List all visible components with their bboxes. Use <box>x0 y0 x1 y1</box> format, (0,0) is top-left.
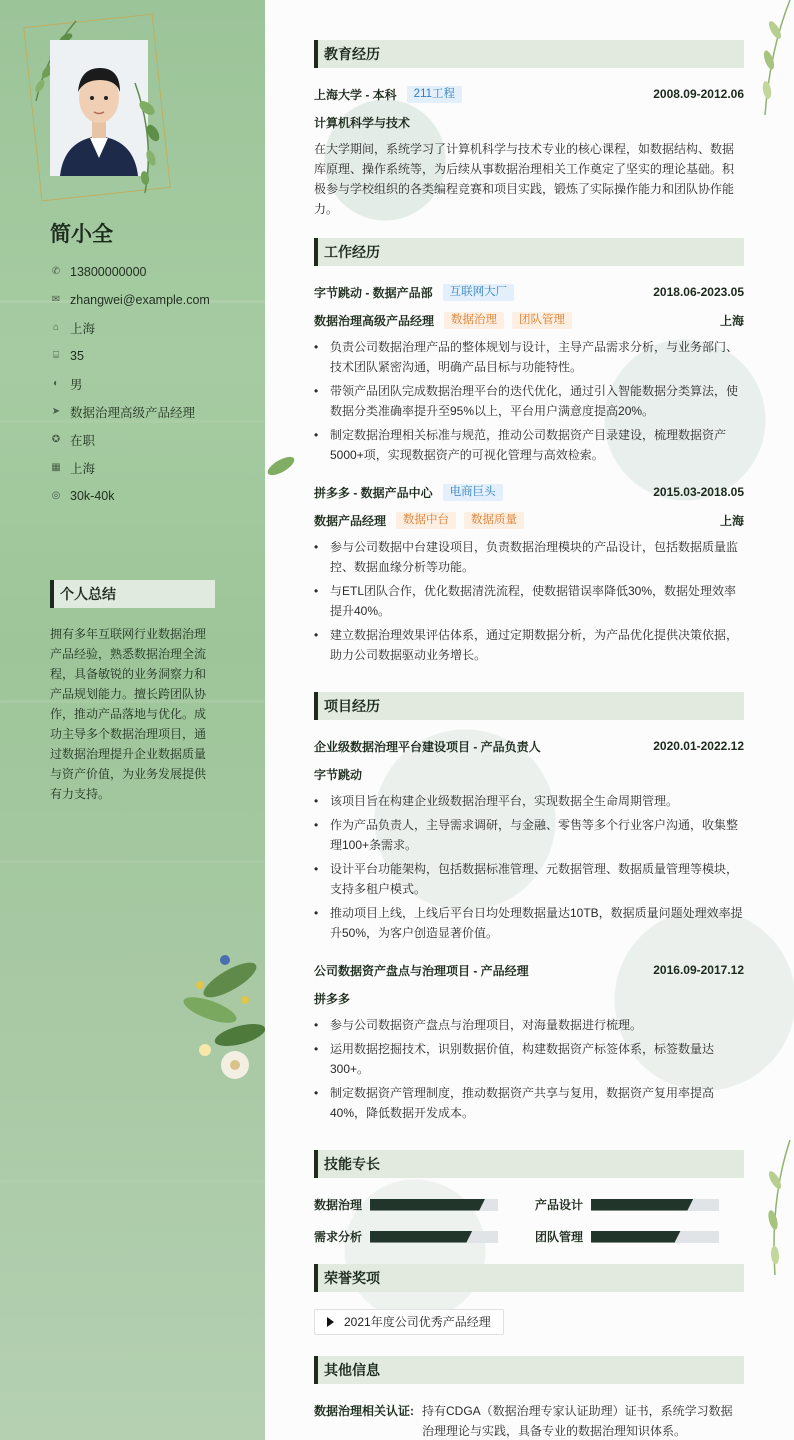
skill-bar <box>370 1199 498 1211</box>
skill-name: 产品设计 <box>535 1198 584 1212</box>
skill-bar-fill <box>591 1199 693 1211</box>
job-city: 上海 <box>719 513 744 528</box>
job-bullets <box>314 337 744 469</box>
skill-name: 需求分析 <box>314 1230 363 1244</box>
leaf-corner-icon <box>745 1140 794 1280</box>
info-email <box>50 286 250 314</box>
skill-bar-fill <box>591 1231 681 1243</box>
location-text: 上海 <box>70 322 96 336</box>
skill-item <box>535 1228 719 1245</box>
education-description: 在大学期间，系统学习了计算机科学与技术专业的核心课程，如数据结构、数据库原理、操作系统等，为后续从事数据治理相关工作奠定了坚实的理论基础。积极参与学校组织的各类编程竞赛和项目实践，锻炼了实际操作能力和团队协作能力。 <box>314 142 735 216</box>
age-icon: ⌸ <box>53 350 59 361</box>
info-status <box>50 426 250 454</box>
role-tag: 数据质量 <box>464 512 524 529</box>
job-role-row <box>314 311 744 329</box>
info-gender <box>50 370 250 398</box>
list-item: • 建立数据治理效果评估体系，通过定期数据分析，为产品优化提供决策依据，助力公司数据驱动业务增长。 <box>314 625 744 665</box>
email-text: zhangwei@example.com <box>70 293 210 307</box>
major-row <box>314 113 744 131</box>
skill-bar <box>591 1231 719 1243</box>
role-tag: 数据中台 <box>396 512 456 529</box>
mail-icon: ✉ <box>51 294 61 305</box>
candidate-name: 简小全 <box>50 223 113 246</box>
project-bullets <box>314 1015 744 1127</box>
sidebar <box>0 0 265 1440</box>
contact-info-list <box>50 258 250 510</box>
info-salary <box>50 482 250 510</box>
texture-streak <box>0 860 265 863</box>
job-date: 2015.03-2018.05 <box>653 485 744 499</box>
info-phone <box>50 258 250 286</box>
list-item: • 参与公司数据资产盘点与治理项目，对海量数据进行梳理。 <box>314 1015 744 1035</box>
list-item: • 该项目旨在构建企业级数据治理平台，实现数据全生命周期管理。 <box>314 791 744 811</box>
projects-heading: 项目经历 <box>314 692 744 720</box>
building-icon: ▦ <box>51 462 61 473</box>
job-city: 上海 <box>719 313 744 328</box>
project-org: 字节跳动 <box>314 767 363 782</box>
project-date: 2016.09-2017.12 <box>653 963 744 977</box>
company-tag: 电商巨头 <box>443 484 503 501</box>
work-city-text: 上海 <box>70 462 96 476</box>
work-heading: 工作经历 <box>314 238 744 266</box>
job-role-row <box>314 511 744 529</box>
status-icon: ✪ <box>51 434 61 445</box>
info-position <box>50 398 250 426</box>
salary-text: 30k-40k <box>70 489 115 503</box>
status-text: 在职 <box>70 434 96 448</box>
phone-text: 13800000000 <box>70 265 147 279</box>
major-name: 计算机科学与技术 <box>314 115 411 130</box>
skill-bar-fill <box>370 1231 472 1243</box>
summary-heading: 个人总结 <box>50 580 215 608</box>
job-date: 2018.06-2023.05 <box>653 285 744 299</box>
list-item: • 设计平台功能架构，包括数据标准管理、元数据管理、数据质量管理等模块，支持多租户模式。 <box>314 859 744 899</box>
info-location <box>50 314 250 342</box>
phone-icon: ✆ <box>51 266 61 277</box>
info-age <box>50 342 250 370</box>
info-work-city <box>50 454 250 482</box>
skill-bar <box>370 1231 498 1243</box>
school-tag: 211工程 <box>407 86 462 103</box>
school-name: 上海大学 - 本科 <box>314 87 397 102</box>
education-date: 2008.09-2012.06 <box>653 87 744 101</box>
other-value: 持有CDGA（数据治理专家认证助理）证书，系统学习数据治理理论与实践，具备专业的数据治理知识体系。 <box>422 1404 733 1438</box>
project-header-row <box>314 961 744 979</box>
summary-text: 拥有多年互联网行业数据治理产品经验，熟悉数据治理全流程，具备敏锐的业务洞察力和产品规划能力。擅长跨团队协作，推动产品落地与优化。成功主导多个数据治理项目，通过数据治理提升企业数据质量与资产价值，为业务发展提供有力支持。 <box>50 627 207 801</box>
education-header-row <box>314 85 744 103</box>
award-item[interactable] <box>314 1309 504 1335</box>
texture-streak <box>0 1180 265 1183</box>
job-header-row <box>314 483 744 501</box>
job-bullets <box>314 537 744 669</box>
list-item: • 负责公司数据治理产品的整体规划与设计，主导产品需求分析，与业务部门、技术团队紧密沟通，明确产品目标与功能特性。 <box>314 337 744 377</box>
awards-heading: 荣誉奖项 <box>314 1264 744 1292</box>
project-org-row <box>314 989 744 1007</box>
list-item: • 作为产品负责人，主导需求调研，与金融、零售等多个行业客户沟通，收集整理100+条需求。 <box>314 815 744 855</box>
avatar-frame <box>30 18 170 198</box>
leaf-branch-icon <box>125 78 170 198</box>
list-item: • 推动项目上线，上线后平台日均处理数据量达10TB，数据质量问题处理效率提升50%，为客户创造显著价值。 <box>314 903 744 943</box>
project-date: 2020.01-2022.12 <box>653 739 744 753</box>
project-name: 公司数据资产盘点与治理项目 - 产品经理 <box>314 963 529 978</box>
education-heading: 教育经历 <box>314 40 744 68</box>
project-name: 企业级数据治理平台建设项目 - 产品负责人 <box>314 739 541 754</box>
project-header-row <box>314 737 744 755</box>
skills-heading: 技能专长 <box>314 1150 744 1178</box>
position-icon: ➤ <box>51 406 61 417</box>
flower-decoration-icon <box>180 940 265 1090</box>
list-item: • 与ETL团队合作，优化数据清洗流程，使数据错误率降低30%，数据处理效率提升40%。 <box>314 581 744 621</box>
list-item: • 制定数据资产管理制度，推动数据资产共享与复用，数据资产复用率提高40%，降低数据开发成本。 <box>314 1083 744 1123</box>
project-org-row <box>314 765 744 783</box>
age-text: 35 <box>70 349 84 363</box>
skill-name: 数据治理 <box>314 1198 363 1212</box>
company-name: 拼多多 - 数据产品中心 <box>314 485 433 500</box>
list-item: • 制定数据治理相关标准与规范，推动公司数据资产目录建设，梳理数据资产5000+项，实现数据资产的可视化管理与高效检索。 <box>314 425 744 465</box>
home-icon: ⌂ <box>52 322 60 333</box>
skill-bar <box>591 1199 719 1211</box>
triangle-right-icon <box>327 1317 334 1327</box>
skill-item <box>314 1196 498 1213</box>
role-tag: 团队管理 <box>512 312 572 329</box>
salary-icon: ◎ <box>51 490 61 501</box>
job-header-row <box>314 283 744 301</box>
skill-item <box>535 1196 719 1213</box>
skill-name: 团队管理 <box>535 1230 584 1244</box>
leaf-corner-icon <box>745 0 794 120</box>
gender-text: 男 <box>70 378 83 392</box>
job-role: 数据治理高级产品经理 <box>314 313 435 328</box>
job-role: 数据产品经理 <box>314 513 387 528</box>
skill-item <box>314 1228 498 1245</box>
other-info-row <box>314 1401 744 1440</box>
list-item: • 运用数据挖掘技术，识别数据价值，构建数据资产标签体系，标签数量达300+。 <box>314 1039 744 1079</box>
company-tag: 互联网大厂 <box>443 284 515 301</box>
company-name: 字节跳动 - 数据产品部 <box>314 285 433 300</box>
skill-bar-fill <box>370 1199 485 1211</box>
gender-icon: ◐ <box>52 378 60 389</box>
role-tag: 数据治理 <box>444 312 504 329</box>
leaf-icon <box>265 452 297 480</box>
other-heading: 其他信息 <box>314 1356 744 1384</box>
list-item: • 参与公司数据中台建设项目，负责数据治理模块的产品设计，包括数据质量监控、数据血缘分析等功能。 <box>314 537 744 577</box>
project-bullets <box>314 791 744 947</box>
other-label: 数据治理相关认证: <box>314 1404 414 1418</box>
project-org: 拼多多 <box>314 991 351 1006</box>
list-item: • 带领产品团队完成数据治理平台的迭代优化，通过引入智能数据分类算法，使数据分类准确率提升至95%以上，平台用户满意度提高20%。 <box>314 381 744 421</box>
position-text: 数据治理高级产品经理 <box>70 406 196 420</box>
award-text: 2021年度公司优秀产品经理 <box>344 1315 491 1329</box>
